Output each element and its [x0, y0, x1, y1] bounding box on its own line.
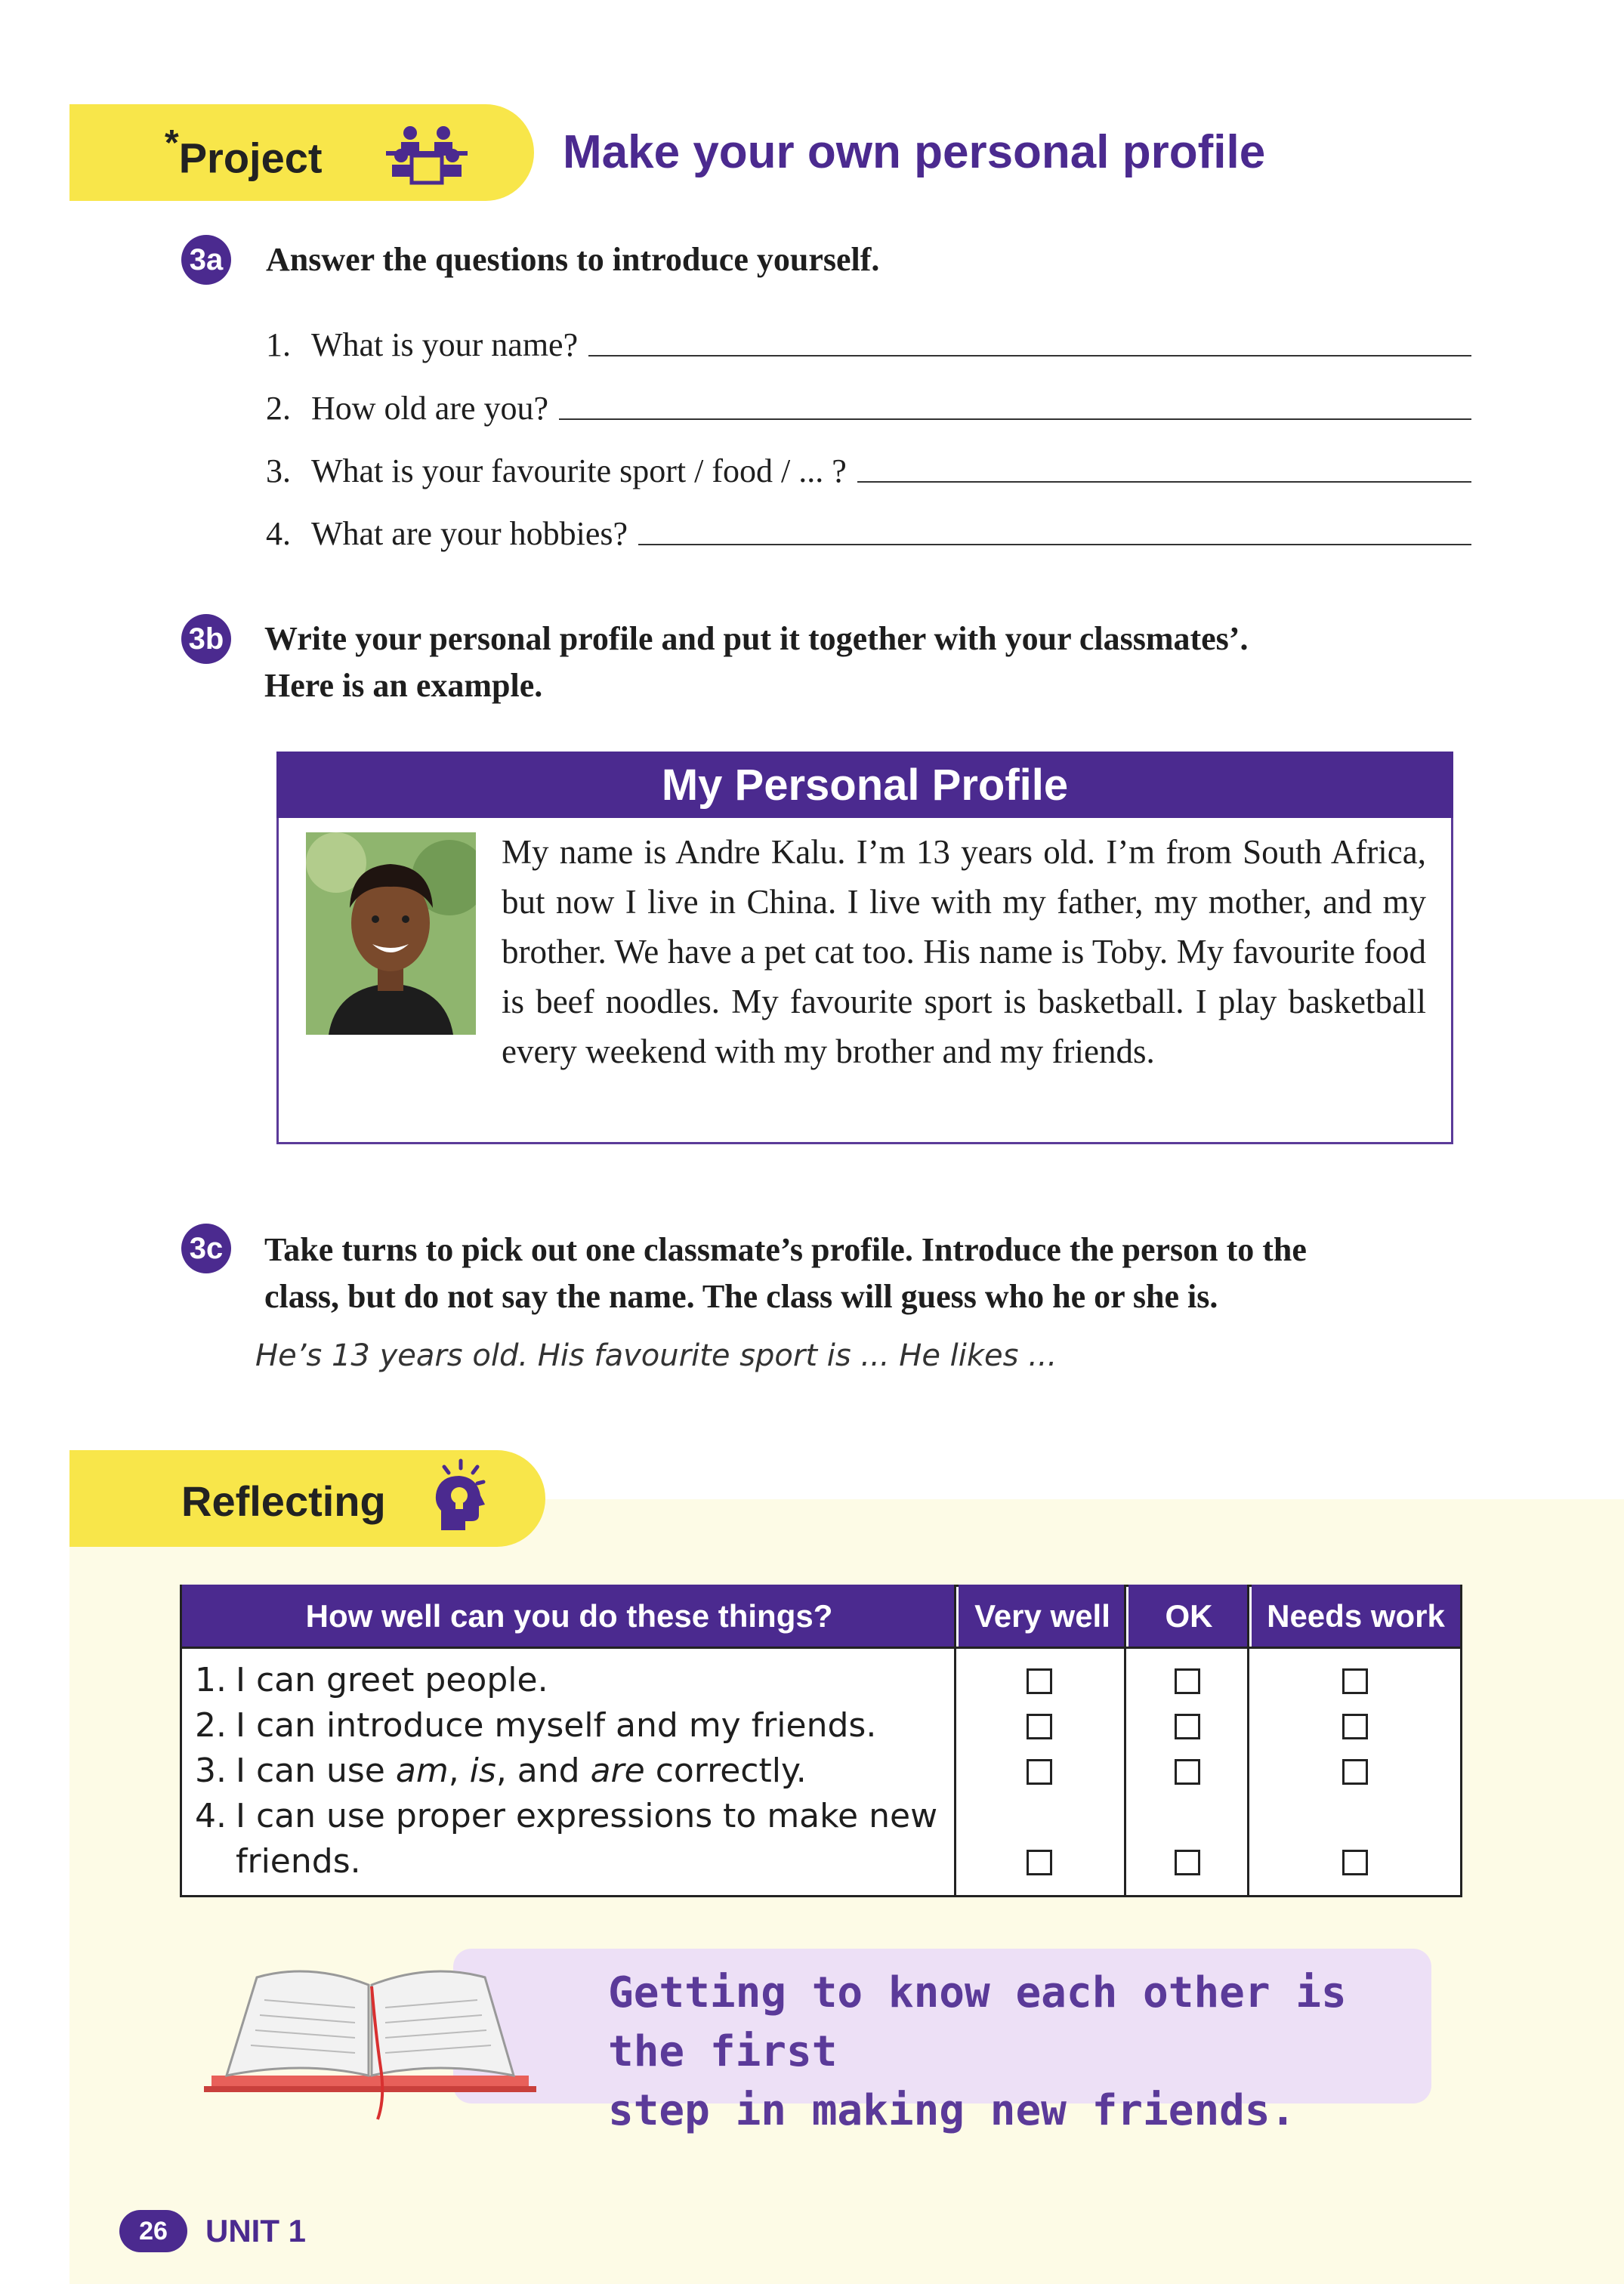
- example-sentence: He’s 13 years old. His favourite sport is ... He likes ...: [255, 1338, 1057, 1373]
- question-row: [266, 375, 1471, 427]
- row-text: I can use proper expressions to make new: [236, 1797, 938, 1835]
- row-text: I can introduce myself and my friends.: [236, 1706, 877, 1745]
- reflecting-label: Reflecting: [181, 1477, 386, 1525]
- question-number: 1.: [266, 326, 291, 363]
- answer-line[interactable]: [638, 544, 1471, 545]
- instruction-3a: Answer the questions to introduce yourself.: [266, 241, 880, 278]
- instruction-3c-line1: Take turns to pick out one classmate’s profile. Introduce the person to the: [264, 1231, 1307, 1268]
- question-row: [266, 500, 1471, 553]
- checkbox-ok[interactable]: [1175, 1850, 1200, 1875]
- instruction-3b: [264, 616, 1248, 709]
- instruction-3c: [264, 1227, 1307, 1320]
- row-number: 4.: [195, 1797, 227, 1835]
- table-header-divider: [180, 1647, 1462, 1649]
- checkbox-needs-work[interactable]: [1342, 1759, 1368, 1785]
- table-row: [195, 1794, 943, 1884]
- checkbox-very-well[interactable]: [1027, 1714, 1052, 1739]
- quote-text: [608, 1964, 1363, 2140]
- profile-text: My name is Andre Kalu. I’m 13 years old. I’m from South Africa, but now I live in China. I live with my father, my mother, and my brother. We have a pet cat too. His name is Toby. My favourite food is beef noodles. My favourite sport is basketball. I play basketball every weekend with my brother and my friends.: [502, 833, 1426, 1070]
- table-divider: [1247, 1585, 1249, 1897]
- checkbox-very-well[interactable]: [1027, 1850, 1052, 1875]
- checkbox-ok[interactable]: [1175, 1668, 1200, 1694]
- project-label: *Project: [165, 123, 323, 182]
- row-number: 1.: [195, 1661, 227, 1699]
- question-row: [266, 311, 1471, 364]
- table-row: [195, 1658, 943, 1703]
- head-lightbulb-icon: [431, 1458, 491, 1533]
- question-text: What are your hobbies?: [311, 515, 628, 552]
- section-badge-3a: 3a: [181, 235, 231, 285]
- table-header-task: How well can you do these things?: [182, 1585, 956, 1648]
- quote-line2: step in making new friends.: [608, 2086, 1296, 2135]
- quote-line1: Getting to know each other is the first: [608, 1968, 1347, 2076]
- table-header-needs-work: Needs work: [1252, 1585, 1460, 1648]
- section-badge-3c: 3c: [181, 1224, 231, 1273]
- section-badge-3b: 3b: [181, 614, 231, 664]
- instruction-3c-line2: class, but do not say the name. The class will guess who he or she is.: [264, 1278, 1218, 1315]
- question-text: What is your favourite sport / food / ... ?: [311, 452, 847, 489]
- row-number: 2.: [195, 1706, 227, 1745]
- checkbox-needs-work[interactable]: [1342, 1668, 1368, 1694]
- answer-line[interactable]: [559, 418, 1471, 420]
- table-divider: [954, 1585, 956, 1897]
- answer-line[interactable]: [588, 355, 1471, 356]
- group-of-people-icon: [381, 119, 472, 187]
- answer-line[interactable]: [857, 481, 1471, 483]
- instruction-3b-line1: Write your personal profile and put it together with your classmates’.: [264, 620, 1249, 657]
- question-text: What is your name?: [311, 326, 579, 363]
- checkbox-very-well[interactable]: [1027, 1759, 1052, 1785]
- table-header-very-well: Very well: [959, 1585, 1126, 1648]
- checkbox-ok[interactable]: [1175, 1759, 1200, 1785]
- checkbox-needs-work[interactable]: [1342, 1850, 1368, 1875]
- question-number: 4.: [266, 515, 291, 552]
- row-text: I can greet people.: [236, 1661, 548, 1699]
- table-header-ok: OK: [1128, 1585, 1249, 1648]
- row-text-continued: friends.: [236, 1842, 361, 1881]
- open-book-icon: [204, 1947, 544, 2121]
- question-row: [266, 437, 1471, 490]
- smiling-boy-photo: [306, 832, 476, 1035]
- question-number: 3.: [266, 452, 291, 489]
- page-number: 26: [119, 2210, 187, 2252]
- checkbox-needs-work[interactable]: [1342, 1714, 1368, 1739]
- unit-label: UNIT 1: [205, 2213, 307, 2249]
- instruction-3b-line2: Here is an example.: [264, 667, 543, 704]
- profile-heading: My Personal Profile: [276, 752, 1453, 818]
- table-row: [195, 1703, 943, 1748]
- checkbox-ok[interactable]: [1175, 1714, 1200, 1739]
- row-number: 3.: [195, 1752, 227, 1790]
- checkbox-very-well[interactable]: [1027, 1668, 1052, 1694]
- table-row: 3. I can use am, is, and are correctly.: [195, 1748, 943, 1794]
- page-title: Make your own personal profile: [563, 126, 1266, 178]
- table-divider: [1124, 1585, 1126, 1897]
- question-text: How old are you?: [311, 390, 549, 427]
- question-number: 2.: [266, 390, 291, 427]
